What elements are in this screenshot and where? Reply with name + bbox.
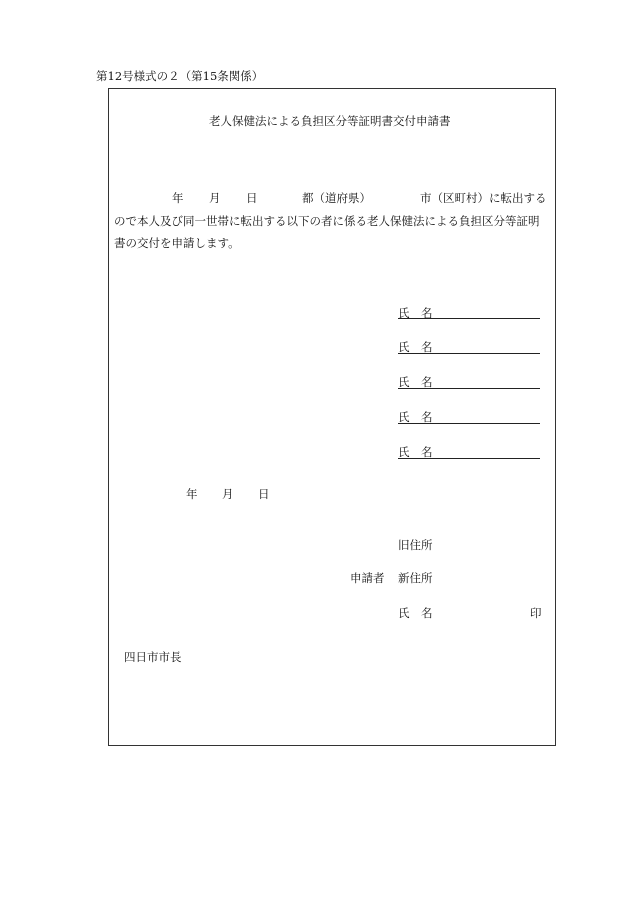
name-label-3: 氏 名 bbox=[398, 375, 433, 389]
declaration-city: 市（区町村）に転出する bbox=[420, 191, 547, 205]
form-frame bbox=[108, 88, 556, 746]
name-field-2[interactable] bbox=[398, 353, 540, 354]
form-title: 老人保健法による負担区分等証明書交付申請書 bbox=[209, 114, 451, 128]
name-field-1[interactable] bbox=[398, 318, 540, 319]
form-number: 第12号様式の２（第15条関係） bbox=[96, 69, 264, 83]
name-field-3[interactable] bbox=[398, 388, 540, 389]
date-year: 年 bbox=[186, 487, 198, 501]
name-label-4: 氏 名 bbox=[398, 410, 433, 424]
date-day: 日 bbox=[258, 487, 270, 501]
declaration-month: 月 bbox=[209, 191, 221, 205]
declaration-prefecture: 都（道府県） bbox=[302, 191, 371, 205]
seal-mark: 印 bbox=[530, 606, 542, 620]
name-field-5[interactable] bbox=[398, 458, 540, 459]
applicant-name-label: 氏 名 bbox=[398, 606, 433, 620]
name-label-5: 氏 名 bbox=[398, 445, 433, 459]
new-address-label: 新住所 bbox=[398, 571, 433, 585]
date-month: 月 bbox=[222, 487, 234, 501]
declaration-year: 年 bbox=[172, 191, 184, 205]
name-field-4[interactable] bbox=[398, 423, 540, 424]
declaration-line-2: ので本人及び同一世帯に転出する以下の者に係る老人保健法による負担区分等証明 bbox=[114, 214, 540, 228]
old-address-label: 旧住所 bbox=[398, 538, 433, 552]
addressee: 四日市市長 bbox=[124, 650, 182, 664]
name-label-2: 氏 名 bbox=[398, 340, 433, 354]
declaration-day: 日 bbox=[246, 191, 258, 205]
name-label-1: 氏 名 bbox=[398, 306, 433, 320]
declaration-line-3: 書の交付を申請します。 bbox=[114, 236, 240, 250]
applicant-label: 申請者 bbox=[350, 571, 385, 585]
